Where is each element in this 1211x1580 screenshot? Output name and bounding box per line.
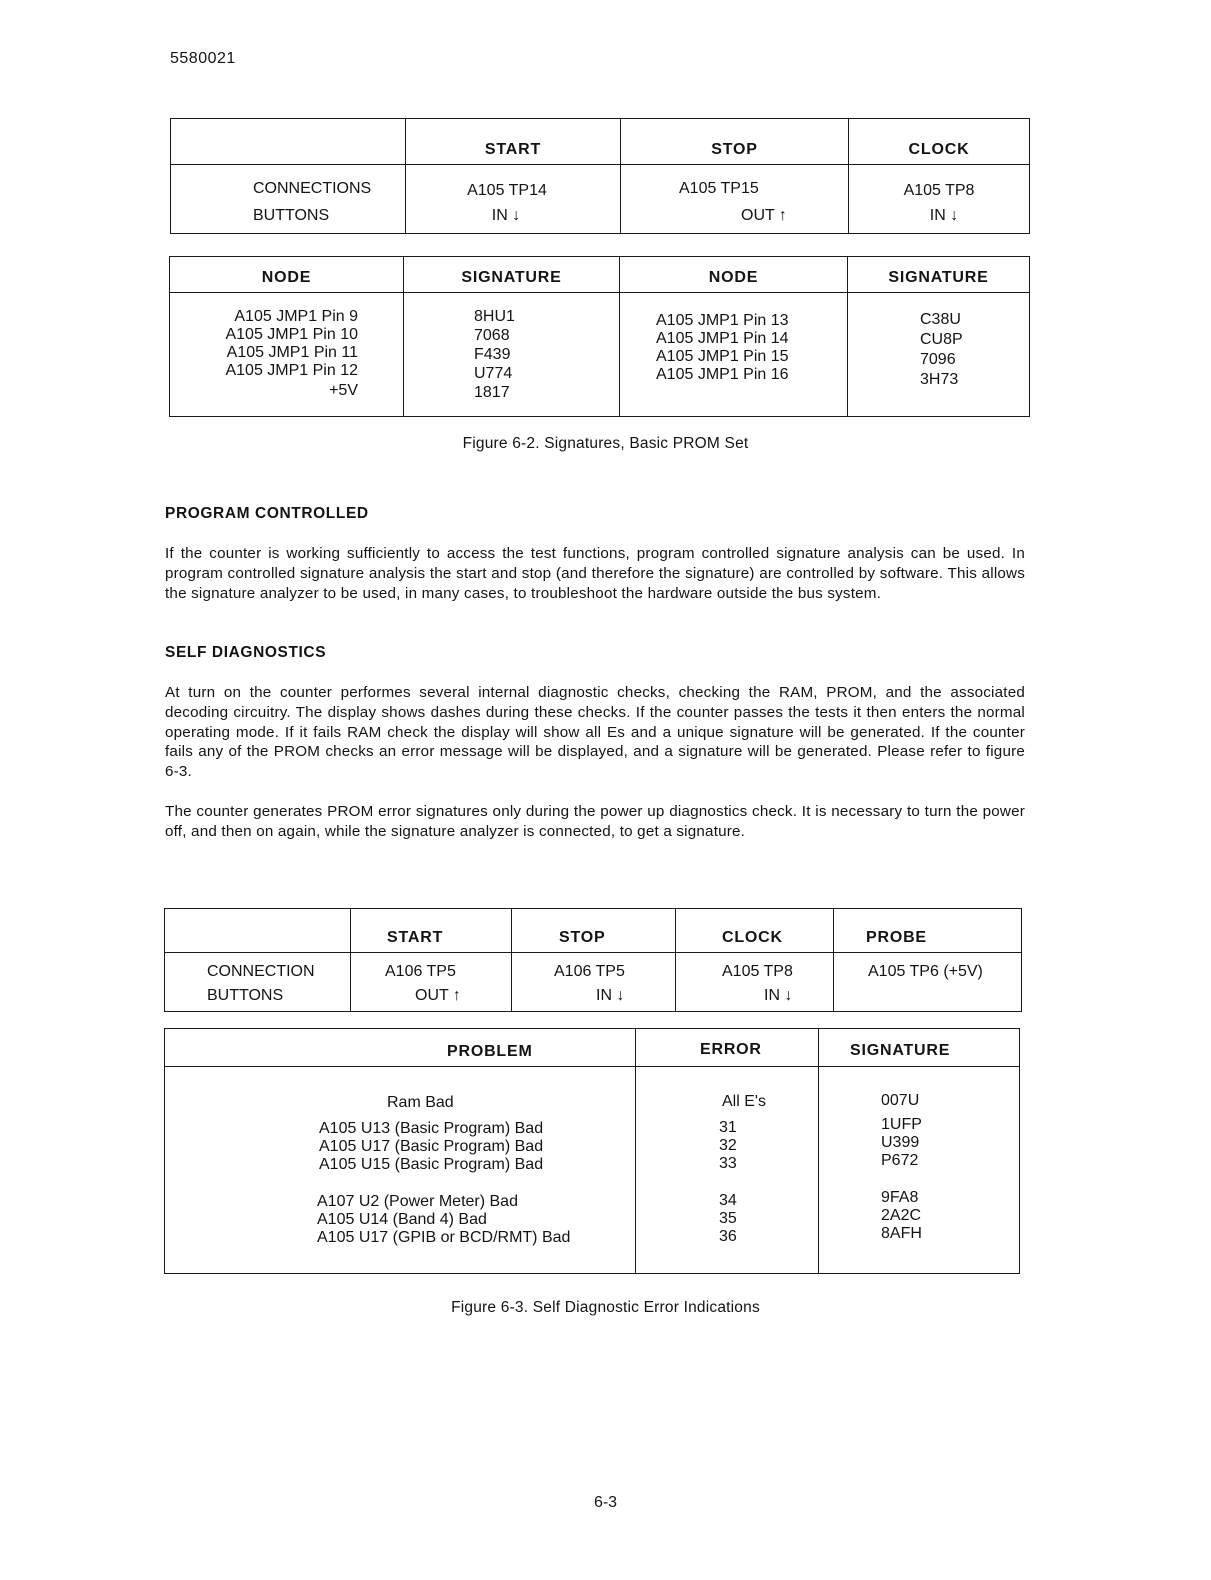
start-connection: A105 TP14 — [467, 182, 547, 199]
self-diagnostics-heading: SELF DIAGNOSTICS — [165, 644, 327, 661]
table2-header-node-left: NODE — [170, 257, 404, 293]
signature-u399: U399 — [881, 1134, 920, 1151]
table1-start-cell — [406, 165, 621, 234]
table2-header-signature-left: SIGNATURE — [404, 257, 620, 293]
table2-header-signature-right: SIGNATURE — [848, 257, 1030, 293]
table4-header-problem: PROBLEM — [165, 1029, 636, 1067]
table1-clock-cell — [849, 165, 1030, 234]
error-31: 31 — [719, 1119, 737, 1136]
table2-header-node-right: NODE — [620, 257, 848, 293]
connections-table-2 — [164, 908, 1022, 1012]
figure-6-3-caption: Figure 6-3. Self Diagnostic Error Indications — [451, 1299, 760, 1316]
node-pin-14: A105 JMP1 Pin 14 — [656, 330, 789, 347]
signature-1ufp: 1UFP — [881, 1116, 922, 1133]
signature-9fa8: 9FA8 — [881, 1189, 919, 1206]
signature-group-basic-program — [819, 1116, 1019, 1170]
signature-pin-9: 8HU1 — [474, 308, 515, 325]
problem-group-basic-program — [165, 1120, 635, 1174]
table4-header-signature: SIGNATURE — [819, 1029, 1020, 1067]
table3-header-stop: STOP — [512, 909, 676, 953]
node-pin-10: A105 JMP1 Pin 10 — [225, 326, 358, 343]
clock-button: IN ↓ — [929, 207, 959, 224]
signature-pin-11: F439 — [474, 346, 511, 363]
error-36: 36 — [719, 1228, 737, 1245]
probe-connection: A105 TP6 (+5V) — [868, 963, 983, 980]
buttons-label: BUTTONS — [253, 207, 330, 224]
signature-plus-5v: 1817 — [474, 384, 510, 401]
problem-u17-gpib: A105 U17 (GPIB or BCD/RMT) Bad — [317, 1229, 571, 1246]
error-34: 34 — [719, 1192, 737, 1209]
signature-pin-12: U774 — [474, 365, 513, 382]
stop-connection: A105 TP15 — [679, 180, 759, 197]
stop-button: OUT ↑ — [741, 207, 787, 224]
signature-2a2c: 2A2C — [881, 1207, 922, 1224]
table3-clock-cell — [676, 953, 834, 1012]
signature-pin-15: 7096 — [920, 351, 956, 368]
node-plus-5v: +5V — [329, 382, 358, 399]
problem-u17: A105 U17 (Basic Program) Bad — [319, 1138, 544, 1155]
node-pin-13: A105 JMP1 Pin 13 — [656, 312, 789, 329]
problem-u13: A105 U13 (Basic Program) Bad — [319, 1120, 544, 1137]
problem-a107-u2: A107 U2 (Power Meter) Bad — [317, 1193, 518, 1210]
left-signatures-cell — [404, 293, 620, 417]
self-diagnostics-paragraph-2: The counter generates PROM error signatures only during the power up diagnostics check. It is necessary to turn the power off, and then on again, while the signature analyzer is connected, to get a signature. — [165, 803, 1025, 840]
error-32: 32 — [719, 1137, 737, 1154]
problem-u15: A105 U15 (Basic Program) Bad — [319, 1156, 544, 1173]
buttons-label-2: BUTTONS — [207, 987, 284, 1004]
connections-table-1 — [170, 118, 1030, 234]
problem-u14: A105 U14 (Band 4) Bad — [317, 1211, 487, 1228]
errors-cell — [636, 1067, 819, 1274]
table1-header-start: START — [406, 119, 621, 165]
signature-007u: 007U — [881, 1092, 920, 1109]
table1-header-clock: CLOCK — [849, 119, 1030, 165]
table1-stop-cell — [621, 165, 849, 234]
clock-button-2: IN ↓ — [764, 987, 793, 1004]
problem-ram-bad: Ram Bad — [387, 1094, 454, 1111]
error-group-basic-program — [636, 1119, 818, 1173]
node-pin-15: A105 JMP1 Pin 15 — [656, 348, 789, 365]
table3-stop-cell — [512, 953, 676, 1012]
table1-header-stop: STOP — [621, 119, 849, 165]
error-all-es: All E's — [722, 1093, 766, 1110]
table1-header-empty — [171, 119, 406, 165]
signature-pin-16: 3H73 — [920, 371, 959, 388]
self-diagnostics-paragraph-1: At turn on the counter performes several internal diagnostic checks, checking the RAM, PROM, and the associated decoding circuitry. The display shows dashes during these checks. If the counter passes the tests it then enters the normal operating mode. If it fails RAM check the display will show all Es and a unique signature will be generated. If the counter fails any of the PROM checks an error message will be displayed, and a signature will be generated. Please refer to figure 6-3. — [165, 684, 1025, 781]
table3-row-labels — [165, 953, 351, 1012]
start-button: IN ↓ — [491, 207, 521, 224]
error-35: 35 — [719, 1210, 737, 1227]
connection-label: CONNECTION — [207, 963, 315, 980]
clock-connection: A105 TP8 — [903, 182, 975, 199]
stop-connection-2: A106 TP5 — [554, 963, 625, 980]
program-controlled-heading: PROGRAM CONTROLLED — [165, 505, 369, 522]
document-number: 5580021 — [170, 50, 236, 67]
signature-pin-13: C38U — [920, 311, 961, 328]
right-nodes-cell — [620, 293, 848, 417]
connections-label: CONNECTIONS — [253, 180, 372, 197]
signature-p672: P672 — [881, 1152, 919, 1169]
start-button-2: OUT ↑ — [415, 987, 461, 1004]
signatures-cell — [819, 1067, 1020, 1274]
table1-row-labels — [171, 165, 406, 234]
signature-pin-14: CU8P — [920, 331, 963, 348]
signature-table — [169, 256, 1030, 417]
node-pin-12: A105 JMP1 Pin 12 — [225, 362, 358, 379]
right-signatures-cell — [848, 293, 1030, 417]
signature-8afh: 8AFH — [881, 1225, 922, 1242]
problems-cell — [165, 1067, 636, 1274]
stop-button-2: IN ↓ — [596, 987, 625, 1004]
error-indications-table — [164, 1028, 1020, 1274]
figure-6-2-caption: Figure 6-2. Signatures, Basic PROM Set — [462, 435, 749, 452]
signature-pin-10: 7068 — [474, 327, 510, 344]
table3-header-probe: PROBE — [834, 909, 1022, 953]
node-pin-11: A105 JMP1 Pin 11 — [226, 344, 358, 361]
signature-group-options — [819, 1189, 1019, 1243]
table4-header-error: ERROR — [636, 1029, 819, 1067]
table3-start-cell — [351, 953, 512, 1012]
clock-connection-2: A105 TP8 — [722, 963, 793, 980]
start-connection-2: A106 TP5 — [385, 963, 456, 980]
program-controlled-paragraph: If the counter is working sufficiently to access the test functions, program controlled signature analysis can be used. In program controlled signature analysis the start and stop (and therefore the signature) are controlled by software. This allows the signature analyzer to be used, in many cases, to troubleshoot the hardware outside the bus system. — [165, 545, 1025, 602]
problem-group-options — [165, 1193, 635, 1247]
error-group-options — [636, 1192, 818, 1246]
left-nodes-cell — [170, 293, 404, 417]
node-pin-9: A105 JMP1 Pin 9 — [234, 308, 358, 325]
error-33: 33 — [719, 1155, 737, 1172]
table3-header-clock: CLOCK — [676, 909, 834, 953]
table3-header-start: START — [351, 909, 512, 953]
node-pin-16: A105 JMP1 Pin 16 — [656, 366, 789, 383]
table3-probe-cell — [834, 953, 1022, 1012]
table3-header-empty — [165, 909, 351, 953]
page-number: 6-3 — [593, 1494, 618, 1511]
